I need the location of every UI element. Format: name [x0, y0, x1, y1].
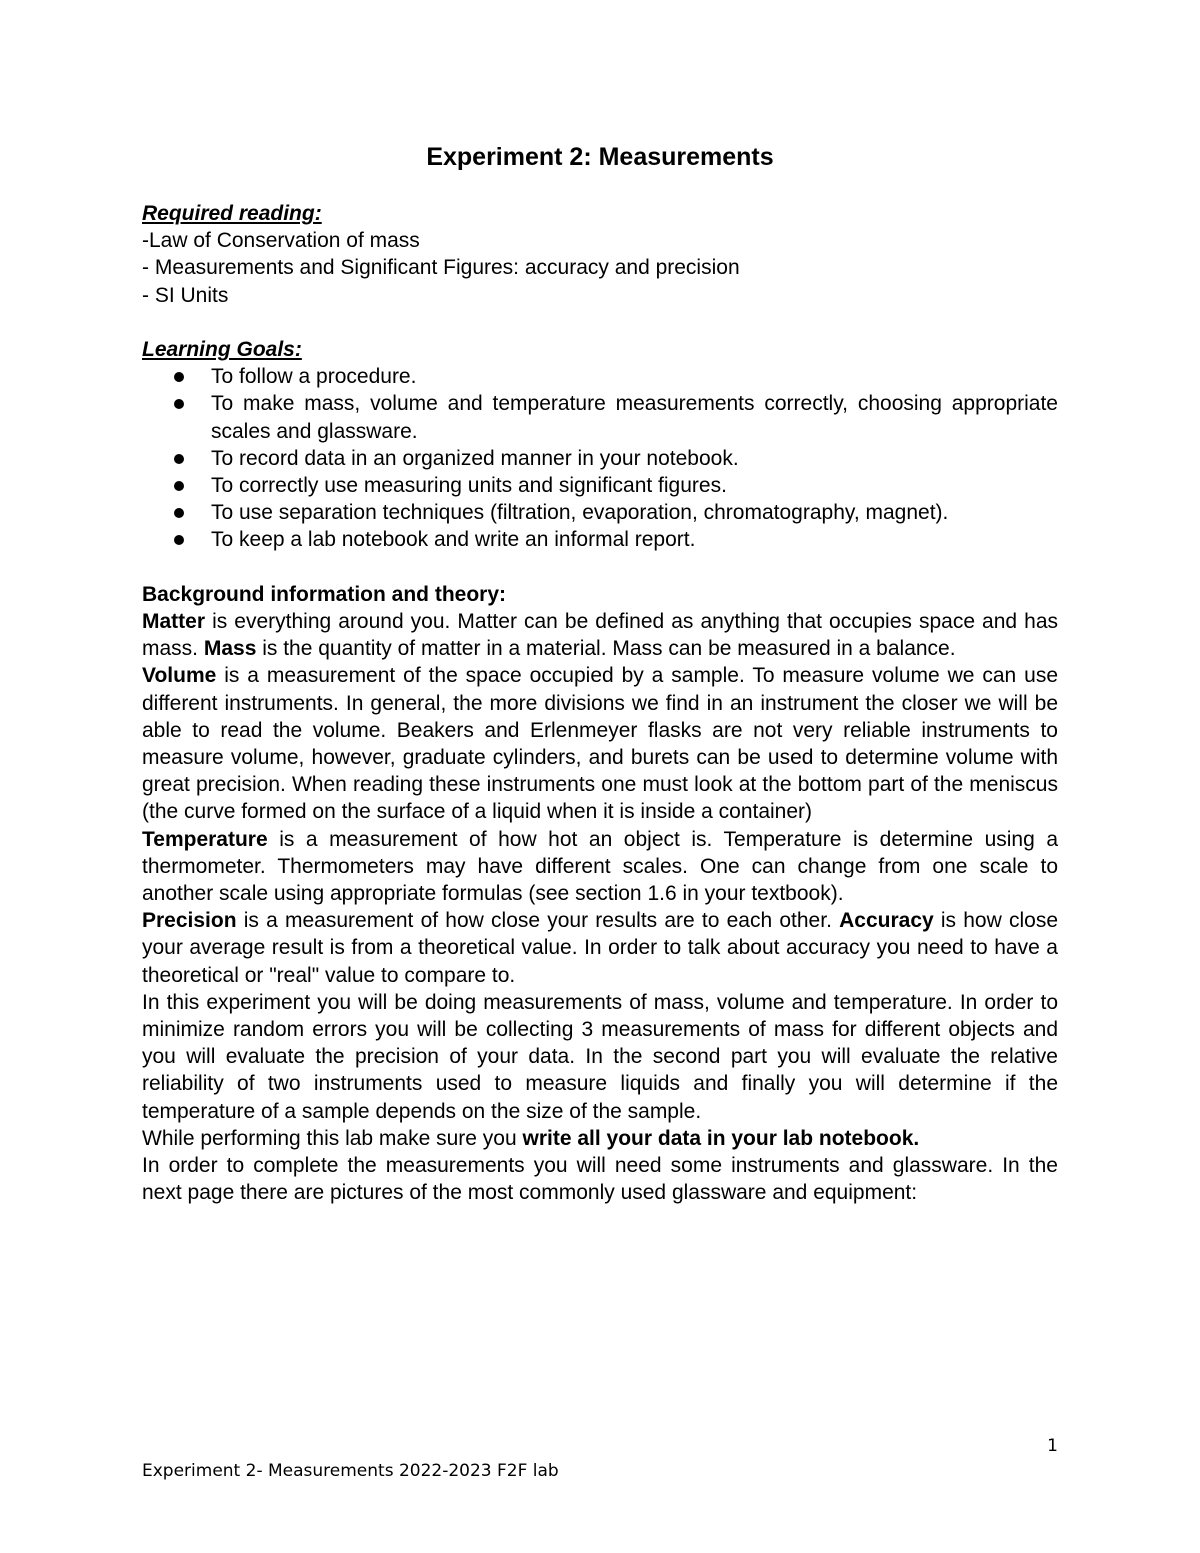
- temperature-text: is a measurement of how hot an object is. Temperature is determine using a thermometer. Thermometers may have different scales. One can change from one scale to another scale using appropriate formulas (see section 1.6 in your textbook).: [142, 827, 1058, 906]
- required-reading-item: - SI Units: [142, 283, 229, 307]
- notebook-emphasis: write all your data in your lab notebook.: [522, 1126, 920, 1150]
- required-reading-item: - Measurements and Significant Figures: accuracy and precision: [142, 256, 740, 280]
- section-spacer: [142, 554, 1058, 581]
- learning-goal-item: [142, 499, 1058, 526]
- learning-goal-item: [142, 390, 1058, 444]
- closing-paragraph: In order to complete the measurements you will need some instruments and glassware. In the next page there are pictures of the most commonly used glassware and equipment:: [142, 1154, 1058, 1205]
- bullet-icon: [174, 535, 184, 545]
- term-volume: Volume: [142, 664, 217, 688]
- term-precision: Precision: [142, 909, 237, 933]
- learning-goals-heading: Learning Goals:: [142, 338, 302, 361]
- term-temperature: Temperature: [142, 827, 268, 851]
- learning-goal-item: [142, 363, 1058, 390]
- required-reading-item: -Law of Conservation of mass: [142, 229, 420, 253]
- precision-paragraph: [142, 907, 1058, 989]
- bullet-icon: [174, 454, 184, 464]
- page-title: Experiment 2: Measurements: [426, 143, 774, 171]
- matter-text: is everything around you. Matter can be defined as anything that occupies space and has mass.: [142, 610, 1058, 661]
- learning-goals-section: [142, 336, 1058, 554]
- background-section: [142, 581, 1058, 1207]
- learning-goal-text: To correctly use measuring units and significant figures.: [211, 474, 727, 498]
- learning-goal-text: To record data in an organized manner in your notebook.: [211, 446, 739, 470]
- learning-goal-item: [142, 526, 1058, 553]
- learning-goal-text: To use separation techniques (filtration, evaporation, chromatography, magnet).: [211, 501, 949, 525]
- learning-goals-list: [142, 363, 1058, 553]
- learning-goal-text: To follow a procedure.: [211, 365, 417, 389]
- notebook-paragraph: [142, 1125, 1058, 1152]
- temperature-paragraph: [142, 826, 1058, 908]
- bullet-icon: [174, 399, 184, 409]
- required-reading-heading: Required reading:: [142, 202, 322, 225]
- term-accuracy: Accuracy: [839, 909, 934, 933]
- mass-text: is the quantity of matter in a material. Mass can be measured in a balance.: [256, 637, 956, 661]
- learning-goal-item: [142, 445, 1058, 472]
- learning-goal-item: [142, 472, 1058, 499]
- term-mass: Mass: [203, 637, 257, 661]
- bullet-icon: [174, 372, 184, 382]
- accuracy-text: is how close your average result is from a theoretical value. In order to talk about accuracy you need to have a theoretical or "real" value to compare to.: [142, 909, 1059, 987]
- term-matter: Matter: [142, 610, 206, 634]
- volume-text: is a measurement of the space occupied by a sample. To measure volume we can use different instruments. In general, the more divisions we find in an instrument the closer we will be able to read the volume. Beakers and Erlenmeyer flasks are not very reliable instruments to measure volume, however, graduate cylinders, and burets can be used to determine volume with great precision. When reading these instruments one must look at the bottom part of the meniscus (the curve formed on the surface of a liquid when it is inside a container): [142, 664, 1058, 824]
- page-number: 1: [1047, 1436, 1058, 1456]
- bullet-icon: [174, 508, 184, 518]
- learning-goal-text: To make mass, volume and temperature measurements correctly, choosing appropriate scales and glassware.: [211, 392, 1058, 443]
- section-spacer: [142, 309, 1058, 336]
- bullet-icon: [174, 481, 184, 491]
- page-footer: Experiment 2- Measurements 2022-2023 F2F lab: [142, 1461, 559, 1481]
- precision-text: is a measurement of how close your results are to each other.: [236, 909, 840, 933]
- background-heading: Background information and theory:: [142, 582, 507, 606]
- learning-goal-text: To keep a lab notebook and write an informal report.: [211, 528, 696, 552]
- volume-paragraph: [142, 662, 1058, 825]
- experiment-paragraph: In this experiment you will be doing measurements of mass, volume and temperature. In order to minimize random errors you will be collecting 3 measurements of mass for different objects and you will evaluate the precision of your data. In the second part you will evaluate the relative reliability of two instruments used to measure liquids and finally you will determine if the temperature of a sample depends on the size of the sample.: [142, 990, 1058, 1123]
- notebook-text: While performing this lab make sure you: [142, 1126, 523, 1150]
- required-reading-section: [142, 200, 1058, 309]
- document-body: [142, 200, 1058, 1206]
- matter-paragraph: [142, 608, 1058, 662]
